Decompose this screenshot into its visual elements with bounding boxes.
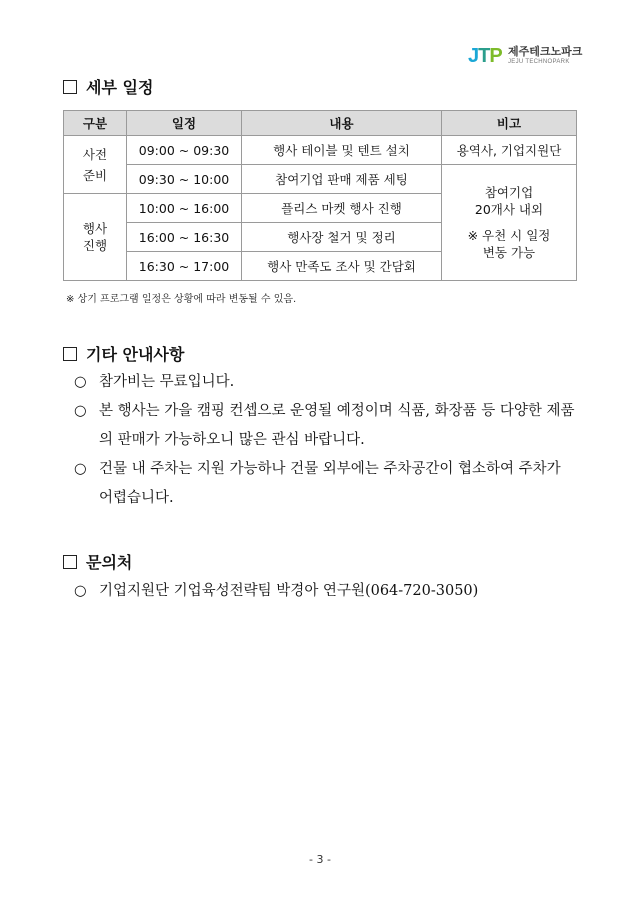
contact-item: ○ 기업지원단 기업육성전략팀 박경아 연구원(064-720-3050) <box>74 577 579 606</box>
logo-letter-j: J <box>468 45 479 67</box>
table-header-row <box>64 111 577 136</box>
circle-bullet-icon: ○ <box>74 583 87 599</box>
row-time: 09:30 ~ 10:00 <box>127 165 242 194</box>
schedule-title-text: 세부 일정 <box>86 78 154 97</box>
checkbox-square-icon <box>63 347 77 361</box>
checkbox-square-icon <box>63 80 77 94</box>
schedule-note: ※ 상기 프로그램 일정은 상황에 따라 변동될 수 있음. <box>66 294 297 305</box>
logo-subtitle: JEJU TECHNOPARK <box>508 59 570 65</box>
row-content: 플리스 마켓 행사 진행 <box>242 194 442 223</box>
circle-bullet-icon: ○ <box>74 374 87 390</box>
row-content: 행사 만족도 조사 및 간담회 <box>242 252 442 281</box>
row-time: 16:00 ~ 16:30 <box>127 223 242 252</box>
table-row <box>64 165 577 194</box>
schedule-section-title <box>63 78 153 98</box>
table-row <box>64 136 577 165</box>
schedule-table <box>63 110 577 281</box>
row-content: 행사 테이블 및 텐트 설치 <box>242 136 442 165</box>
info-title-text: 기타 안내사항 <box>86 345 185 364</box>
info-section-title <box>63 345 184 365</box>
info-item: ○ 건물 내 주차는 지원 가능하나 건물 외부에는 주차공간이 협소하여 주차가 어렵습니다. <box>74 455 579 513</box>
circle-bullet-icon: ○ <box>74 461 87 477</box>
logo-mark <box>468 45 502 67</box>
row-remark: 용역사, 기업지원단 <box>442 136 577 165</box>
logo-name: 제주테크노파크 <box>508 45 583 58</box>
row-time: 10:00 ~ 16:00 <box>127 194 242 223</box>
info-item: ○ 본 행사는 가을 캠핑 컨셉으로 운영될 예정이며 식품, 화장품 등 다양한 제품의 판매가 가능하오니 많은 관심 바랍니다. <box>74 397 579 455</box>
logo-letter-t: T <box>478 45 490 67</box>
header-remark: 비고 <box>442 111 577 136</box>
row-time: 09:00 ~ 09:30 <box>127 136 242 165</box>
header-content: 내용 <box>242 111 442 136</box>
header-time: 일정 <box>127 111 242 136</box>
page-number: - 3 - <box>309 853 331 866</box>
contact-title-text: 문의처 <box>86 553 133 572</box>
logo-letter-p: P <box>489 45 502 67</box>
checkbox-square-icon <box>63 555 77 569</box>
contact-section-title <box>63 553 132 573</box>
info-item: ○ 참가비는 무료입니다. <box>74 368 579 397</box>
group-label-prep: 사전 준비 <box>64 136 127 194</box>
merged-remark: 참여기업 20개사 내외 ※ 우천 시 일정 변동 가능 <box>442 165 577 281</box>
header-category: 구분 <box>64 111 127 136</box>
group-label-event: 행사 진행 <box>64 194 127 281</box>
row-content: 행사장 철거 및 정리 <box>242 223 442 252</box>
row-time: 16:30 ~ 17:00 <box>127 252 242 281</box>
row-content: 참여기업 판매 제품 세팅 <box>242 165 442 194</box>
jtp-logo <box>468 44 590 70</box>
circle-bullet-icon: ○ <box>74 403 87 419</box>
